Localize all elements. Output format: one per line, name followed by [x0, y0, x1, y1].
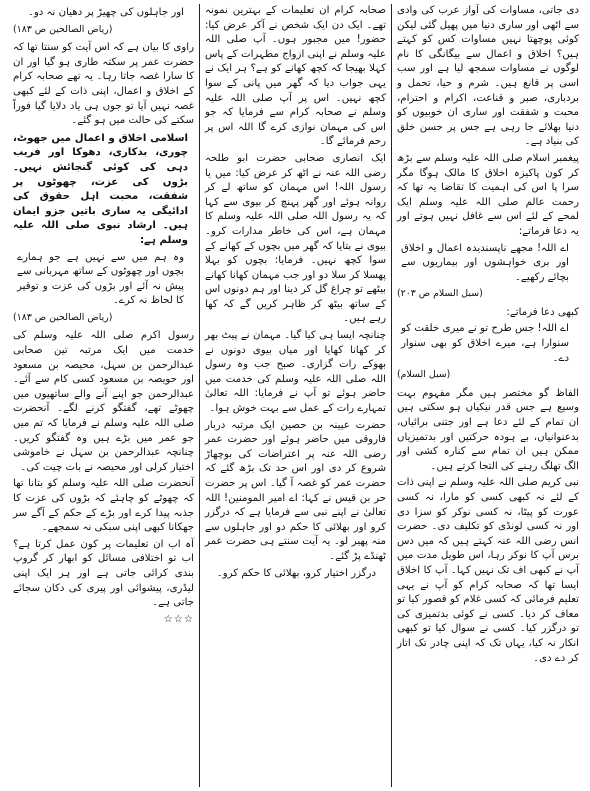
body-paragraph: حضرت عیینہ بن حصین ایک مرتبہ دربار فاروقی میں حاضر ہوئے اور حضرت عمر رضی اللہ عنہ پر اعتراضات کی بوچھاڑ شروع کر دی اور اس حد تک بڑھ گئے کہ حضرت عمر کو غصہ آ گیا۔ اس پر حضرت حر بن قیس نے کہا: اے امیر المومنین! اللہ تعالیٰ نے اپنے نبی سے فرمایا ہے کہ درگزر کرو اور بھلائی کا حکم دو اور جاہلوں سے منہ پھیر لو۔ یہ آیت سنتے ہی حضرت عمر ٹھنڈے پڑ گئے۔ [205, 419, 386, 562]
reference-citation: (سبل السلام) [397, 369, 451, 381]
column-middle [200, 4, 392, 787]
end-ornament: ☆☆☆ [163, 613, 194, 625]
section-lead-paragraph: اسلامی اخلاق و اعمال میں جھوٹ، چوری، بدکاری، دھوکا اور فریب دہی کی کوئی گنجائش نہیں۔ بڑوں کی عزت، چھوٹوں پر شفقت، محبت اہل حقوق کی ادائیگی یہ ساری باتیں جزو ایمان ہیں۔ ارشاد نبوی صلی اللہ علیہ وسلم ہے: [13, 132, 188, 246]
column-left [8, 4, 200, 787]
body-paragraph: دی جاتی، مساوات کی آواز عرب کی وادی سے اٹھی اور ساری دنیا میں پھیل گئی لیکن کوئی پوچھتا نہیں مساوات کس کو کہتے ہیں؟ اخلاق و اعمال سے بیگانگی کا نام لوگوں نے مساوات سمجھ لیا ہے اور سب اسی پر قانع ہیں۔ شرم و حیا، تحمل و بردباری، صبر و قناعت، اکرام و احترام، محبت و شفقت اور ساری ان خوبیوں کو دنیا بھلائے جا رہی ہے جس پر حسن خلق کی بنیاد ہے۔ [397, 5, 579, 148]
reference-citation: (ریاض الصالحین ص ۱۸۳) [13, 311, 113, 323]
body-paragraph: پیغمبر اسلام صلی اللہ علیہ وسلم سے بڑھ کر کون پاکیزہ اخلاق کا مالک ہوگا مگر سرا پا اس کی اہمیت کا تقاضا یہ تھا کہ رحمت عالم صلی اللہ علیہ وسلم ایک لمحے کے لئے اس سے غافل نہیں ہوتے اور یہ دعا فرماتے: [397, 152, 579, 237]
body-paragraph: نبی کریم صلی اللہ علیہ وسلم نے اپنی ذات کے لئے نہ کبھی کسی کو مارا، نہ کسی عورت کو پیٹا، نہ کسی نوکر کو سزا دی اور نہ کسی لونڈی کو تکلیف دی۔ حضرت انس رضی اللہ عنہ کہتے ہیں کہ میں دس برس آپ کا نوکر رہا، اس طویل مدت میں آپ نے کبھی اف تک نہیں کہا۔ آپ کا اخلاق ایسا تھا کہ صحابہ کرام کو آپ نے یہی تعلیم فرمائی کہ کسی غلام کو قصور کیا تو معاف کر دیا۔ کسی نے کوئی بدتمیزی کی تو درگزر کیا۔ کسی نے سوال کیا تو کبھی انکار نہ کیا، یہاں تک کہ اپنی چادر تک اتار کر دے دی۔ [397, 477, 579, 664]
body-paragraph: راوی کا بیان ہے کہ اس آیت کو سنتا تھا کہ حضرت عمر پر سکتہ طاری ہو گیا اور ان کا سارا غصہ جاتا رہا۔ یہ تھے صحابہ کرام کے اخلاق و اعمال، اپنی ذات کے لئے کبھی غصہ نہیں آیا تو جوں ہی یاد دلایا گیا فوراً سکتے کی حالت میں ہو گئے۔ [13, 42, 194, 127]
body-paragraph: صحابہ کرام ان تعلیمات کے بہترین نمونہ تھے۔ ایک دن ایک شخص نے آکر عرض کیا: حضور! میں مجبور ہوں۔ آپ صلی اللہ علیہ وسلم نے اپنی ازواج مطہرات کے پاس کہلا بھیجا کہ کچھ کھانے کو ہے؟ ہر ایک نے یہی جواب دیا کہ گھر میں پانی کے سوا کچھ نہیں۔ اس پر آپ صلی اللہ علیہ وسلم نے صحابہ کرام سے فرمایا کہ جو اس کی مہمان نوازی کرے گا اللہ اس پر رحم فرمائے گا۔ [205, 5, 386, 148]
body-paragraph: ایک انصاری صحابی حضرت ابو طلحہ رضی اللہ عنہ نے اٹھ کر عرض کیا: میں یا رسول اللہ! اس مہمان کو ساتھ لے کر روانہ ہوئے اور گھر پہنچ کر بیوی سے کہا کہ یہ رسول اللہ صلی اللہ علیہ وسلم کا مہمان ہے، اس کی خاطر مدارات کرو۔ بیوی نے بتایا کہ گھر میں بچوں کے کھانے کے سوا کچھ نہیں۔ فرمایا: بچوں کو بہلا پھسلا کر سلا دو اور جب مہمان کھانا کھانے بیٹھے تو چراغ گل کر دینا اور ہم دونوں اس کے ساتھ بیٹھ کر ظاہر کریں گے کہ کھا رہے ہیں۔ [205, 152, 386, 325]
quoted-text: اے اللہ! جس طرح تو نے میری خلقت کو سنوارا ہے، میرے اخلاق کو بھی سنوار دے۔ [401, 323, 569, 364]
body-paragraph: آنحضرت صلی اللہ علیہ وسلم کو بتانا تھا کہ چھوٹے کو چاہئے کہ بڑوں کی عزت کا جذبہ پیدا کرے اور بڑے کے حکم کے آگے سر جھکانا کبھی اپنی سبکی نہ سمجھے۔ [13, 478, 194, 534]
quoted-text: درگزر اختیار کرو، بھلائی کا حکم کرو۔ [216, 567, 376, 579]
body-paragraph: رسول اکرم صلی اللہ علیہ وسلم کی خدمت میں ایک مرتبہ تین صحابی عبدالرحمن بن سہل، محیصہ بن مسعود اور حویصہ بن مسعود کسی کام سے آئے۔ عبدالرحمن جو اپنے آنے والے ساتھیوں میں چھوٹے تھے، گفتگو کرنے لگے۔ آنحضرت صلی اللہ علیہ وسلم نے فرمایا کہ تم میں جو عمر میں بڑے ہیں وہ گفتگو کریں۔ چنانچہ عبدالرحمن بن سہل نے خاموشی اختیار کرلی اور محیصہ نے بات چیت کی۔ [13, 330, 194, 473]
body-paragraph: آہ اب ان تعلیمات پر کون عمل کرتا ہے؟ اب تو اختلافی مسائل کو ابھار کر گروپ بندی کرائی جاتی ہے اور ہر ایک اپنی لیڈری، پیشوائی اور پیری کی دکان سجائے جاتی ہے۔ [13, 538, 194, 609]
reference-citation: (ریاض الصالحین ص ۱۸۳) [13, 23, 113, 35]
column-right [392, 4, 584, 787]
quoted-text: وہ ہم میں سے نہیں ہے جو ہمارے بچوں اور چھوٹوں کے ساتھ مہربانی سے پیش نہ آئے اور بڑوں کی عزت و توقیر کا لحاظ نہ کرے۔ [17, 251, 184, 307]
body-paragraph: الفاظ گو مختصر ہیں مگر مفہوم بہت وسیع ہے جس قدر نیکیاں ہو سکتی ہیں ان تمام کے لئے دعا ہے اور جتنی برائیاں، بدعنوانیاں، بے ہودہ حرکتیں اور بدتمیزیاں ممکن ہیں ان تمام سے کنارہ کشی اور الگ تھلگ رہنے کی التجا کرتے ہیں۔ [397, 387, 579, 472]
reference-citation: (سبل السلام ص ۲۰۳) [397, 288, 483, 300]
quoted-text: اے اللہ! مجھے ناپسندیدہ اعمال و اخلاق اور بری خواہشوں اور بیماریوں سے بچائے رکھیے۔ [401, 242, 569, 283]
body-paragraph: چنانچہ ایسا ہی کیا گیا۔ مہمان نے پیٹ بھر کر کھانا کھایا اور میاں بیوی دونوں نے بھوکے رات گزاری۔ صبح جب وہ رسول اللہ صلی اللہ علیہ وسلم کی خدمت میں حاضر ہوئے تو آپ نے فرمایا: اللہ تعالیٰ تمہارے رات کے عمل سے بہت خوش ہوا۔ [205, 330, 386, 415]
quoted-text: اور جاہلوں کی چھیڑ پر دھیان نہ دو۔ [27, 7, 184, 18]
article-page [6, 4, 584, 787]
body-paragraph: کبھی دعا فرماتے: [506, 306, 579, 318]
